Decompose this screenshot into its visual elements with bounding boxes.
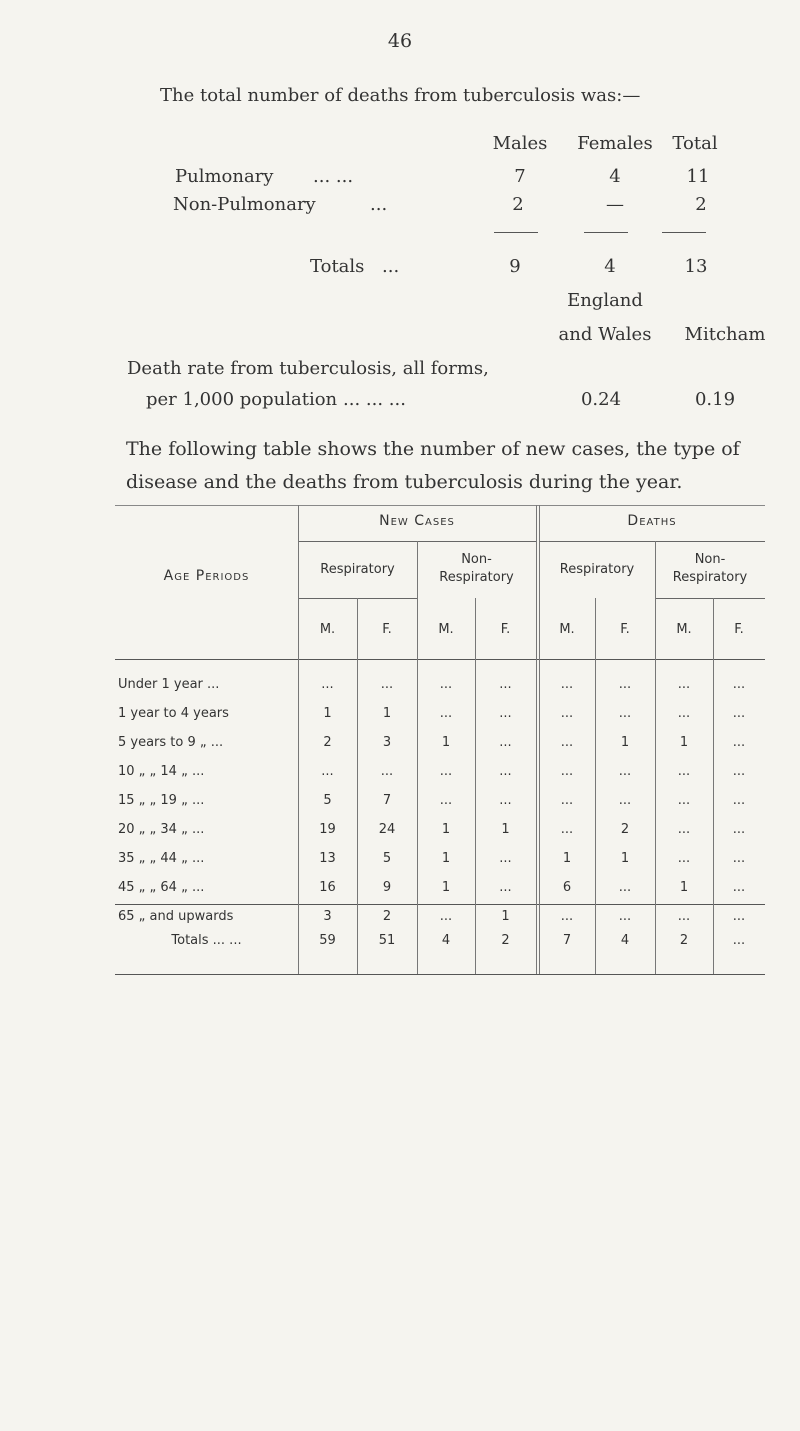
table-cell: ... [677, 764, 691, 779]
table-cell: 1 [441, 735, 451, 750]
table-cell: 1 [441, 851, 451, 866]
summary-cell: — [606, 194, 624, 215]
table-cell: ... [618, 880, 632, 895]
page-number: 46 [387, 30, 413, 52]
table-cell: ... [732, 793, 746, 808]
table-cell: ... [560, 764, 574, 779]
age-period-label: 35 „ „ 44 „ ... [118, 851, 205, 866]
table-cell: 1 [620, 735, 630, 750]
table-cell: ... [380, 764, 394, 779]
age-period-label: 20 „ „ 34 „ ... [118, 822, 205, 837]
summary-header-total: Total [672, 133, 718, 154]
table-cell: 1 [441, 880, 451, 895]
table-cell: 1 [382, 706, 392, 721]
table-cell: ... [439, 764, 453, 779]
intro-text: The total number of deaths from tuberculosis was:— [160, 85, 641, 106]
table-cell: ... [499, 706, 512, 721]
table-cell: ... [618, 677, 632, 692]
rate-header-england: England [567, 290, 643, 311]
table-cell: ... [677, 909, 691, 924]
table-rule [115, 974, 765, 975]
table-cell: ... [732, 822, 746, 837]
table-cell: 2 [323, 735, 332, 750]
table-cell: ... [560, 793, 574, 808]
table-cell: ... [499, 764, 512, 779]
sex-header: F. [500, 622, 511, 637]
table-rule [115, 659, 765, 660]
table-cell: ... [732, 677, 746, 692]
table-cell: ... [677, 793, 691, 808]
totals-cell: 2 [501, 933, 510, 948]
table-cell: ... [439, 706, 453, 721]
table-col-rule [536, 505, 537, 974]
subheader-non-respiratory: Non- [461, 552, 492, 567]
summary-row-dots: ... ... [313, 166, 354, 187]
subheader-non-respiratory: Respiratory [672, 570, 748, 585]
totals-cell: 2 [679, 933, 689, 948]
table-cell: ... [499, 735, 512, 750]
table-cell: ... [560, 677, 574, 692]
table-cell: ... [677, 677, 691, 692]
age-periods-header: Age Periods [163, 568, 250, 584]
sex-header: F. [382, 622, 392, 637]
subheader-non-respiratory: Non- [694, 552, 726, 567]
summary-totals-label: Totals [310, 256, 365, 277]
table-cell: ... [618, 909, 632, 924]
age-period-label: 15 „ „ 19 „ ... [118, 793, 205, 808]
summary-cell: 4 [604, 256, 616, 277]
age-period-label: Under 1 year ... [118, 677, 220, 692]
subheader-respiratory: Respiratory [320, 562, 395, 577]
table-cell: 1 [562, 851, 572, 866]
summary-row-label: Pulmonary [175, 166, 274, 187]
table-cell: 5 [323, 793, 332, 808]
table-cell: 1 [679, 880, 689, 895]
summary-cell: 2 [512, 194, 524, 215]
rate-header-wales: and Wales [558, 324, 652, 345]
table-cell: 2 [382, 909, 392, 924]
table-cell: 1 [679, 735, 689, 750]
rate-dots: ... ... ... [343, 389, 406, 410]
sex-header: M. [676, 622, 692, 637]
table-cell: ... [380, 677, 394, 692]
table-cell: ... [499, 851, 512, 866]
sex-header: M. [438, 622, 454, 637]
table-cell: ... [677, 851, 691, 866]
table-cell: ... [560, 822, 574, 837]
table-cell: ... [732, 909, 746, 924]
table-rule [115, 904, 765, 905]
age-period-label: 1 year to 4 years [118, 706, 229, 721]
summary-rule [662, 232, 706, 233]
table-cell: ... [732, 764, 746, 779]
sex-header: M. [559, 622, 575, 637]
age-period-label: 5 years to 9 „ ... [118, 735, 224, 750]
summary-cell: 7 [514, 166, 526, 187]
table-cell: 2 [620, 822, 630, 837]
table-cell: 1 [620, 851, 630, 866]
table-cell: ... [618, 793, 632, 808]
totals-cell: 4 [441, 933, 451, 948]
table-cell: 6 [562, 880, 572, 895]
summary-row-dots: ... [370, 194, 388, 215]
table-cell: 1 [441, 822, 451, 837]
rate-value-mitcham: 0.19 [694, 389, 736, 410]
table-cell: 5 [382, 851, 392, 866]
table-cell: ... [560, 909, 574, 924]
rate-value-england: 0.24 [580, 389, 622, 410]
table-cell: ... [499, 677, 512, 692]
table-rule [655, 598, 765, 599]
table-cell: ... [499, 793, 512, 808]
totals-label: Totals ... ... [171, 933, 242, 948]
table-cell: ... [732, 880, 746, 895]
table-cell: 1 [323, 706, 332, 721]
rate-header-mitcham: Mitcham [684, 324, 766, 345]
summary-cell: 4 [609, 166, 621, 187]
age-period-label: 45 „ „ 64 „ ... [118, 880, 205, 895]
table-cell: 16 [319, 880, 336, 895]
totals-cell: 59 [319, 933, 336, 948]
table-rule [539, 541, 765, 542]
table-cell: ... [439, 793, 453, 808]
table-cell: 3 [382, 735, 392, 750]
new-cases-header: New Cases [379, 513, 455, 529]
subheader-respiratory: Respiratory [559, 562, 635, 577]
table-cell: 3 [323, 909, 332, 924]
table-cell: ... [439, 677, 453, 692]
table-cell: 1 [501, 822, 510, 837]
summary-cell: 11 [686, 166, 710, 187]
totals-cell: ... [732, 933, 746, 948]
summary-cell: 13 [684, 256, 708, 277]
table-cell: ... [499, 880, 512, 895]
rate-label: per 1,000 population [146, 389, 338, 410]
table-cell: 7 [382, 793, 392, 808]
totals-cell: 7 [562, 933, 572, 948]
summary-totals-dots: ... [382, 256, 400, 277]
rate-label: Death rate from tuberculosis, all forms, [127, 358, 489, 379]
summary-header-males: Males [492, 133, 548, 154]
table-cell: 24 [378, 822, 396, 837]
table-cell: 9 [382, 880, 392, 895]
summary-row-label: Non-Pulmonary [173, 194, 316, 215]
sex-header: F. [620, 622, 630, 637]
table-cell: ... [677, 822, 691, 837]
deaths-header: Deaths [627, 513, 677, 529]
table-cell: ... [560, 735, 574, 750]
tuberculosis-table [115, 500, 765, 1080]
table-cell: ... [321, 764, 334, 779]
table-cell: ... [732, 735, 746, 750]
summary-cell: 9 [509, 256, 521, 277]
table-cell: ... [677, 706, 691, 721]
table-cell: 13 [319, 851, 336, 866]
table-cell: ... [618, 706, 632, 721]
table-cell: ... [732, 706, 746, 721]
subheader-non-respiratory: Respiratory [439, 570, 514, 585]
table-cell: ... [560, 706, 574, 721]
table-cell: 1 [501, 909, 510, 924]
sex-header: F. [734, 622, 744, 637]
totals-cell: 51 [378, 933, 396, 948]
summary-header-females: Females [577, 133, 653, 154]
summary-rule [584, 232, 628, 233]
sex-header: M. [319, 622, 336, 637]
table-intro-paragraph: The following table shows the number of new cases, the type of disease and the deaths from tuberculosis during the year. [126, 438, 740, 493]
age-period-label: 65 „ and upwards [118, 909, 234, 924]
table-cell: ... [321, 677, 334, 692]
totals-cell: 4 [620, 933, 630, 948]
table-cell: 19 [319, 822, 336, 837]
table-cell: ... [439, 909, 453, 924]
summary-cell: 2 [695, 194, 707, 215]
summary-rule [494, 232, 538, 233]
age-period-label: 10 „ „ 14 „ ... [118, 764, 205, 779]
table-rule [115, 505, 765, 506]
table-rule [298, 598, 418, 599]
table-cell: ... [732, 851, 746, 866]
table-cell: ... [618, 764, 632, 779]
